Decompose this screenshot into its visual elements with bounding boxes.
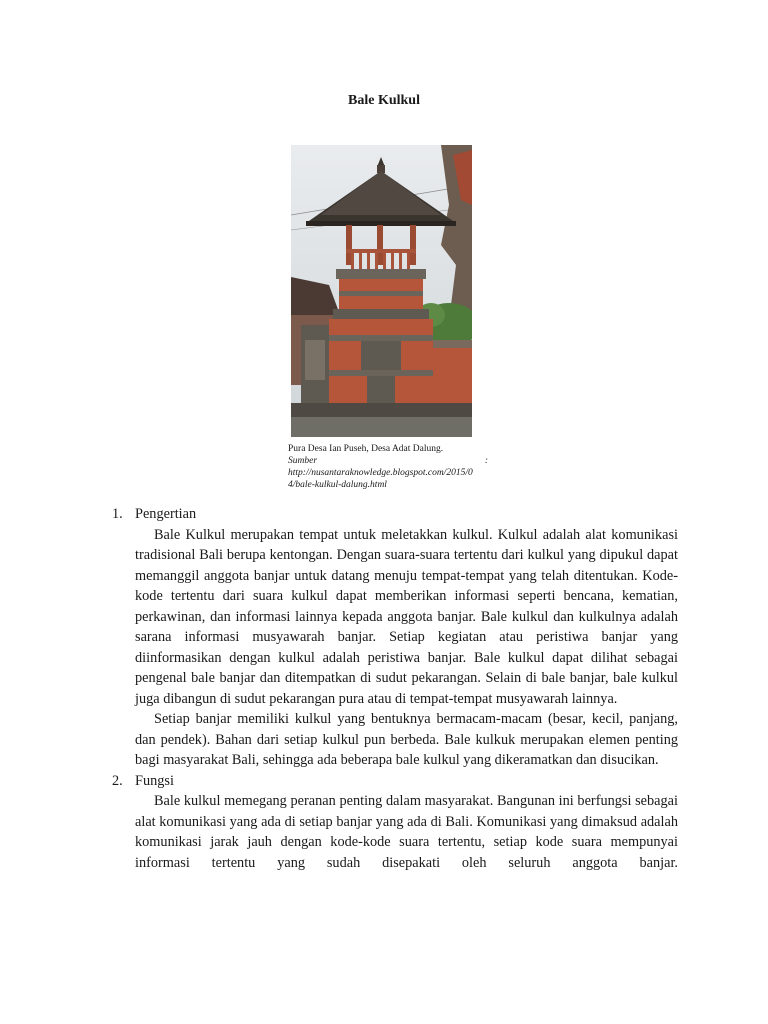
section-heading-pengertian <box>112 504 678 525</box>
section-number: 2. <box>112 772 123 789</box>
source-label: Sumber <box>288 456 318 466</box>
bale-kulkul-photo <box>291 145 472 437</box>
source-colon: : <box>484 456 488 466</box>
paragraph: Bale Kulkul merupakan tempat untuk meletakkan kulkul. Kulkul adalah alat komunikasi tradisional Bali berupa kentongan. Dengan suara-suara tertentu dari kulkul yang dipukul dapat memanggil anggota banjar untuk datang menuju tempat-tempat yang telah ditentukan. Kode-kode tertentu dari suara kulkul dapat memberikan informasi seperti bencana, kematian, perkawinan, dan informasi lainnya kepada anggota banjar. Bale kulkul dan kulkulnya adalah sarana informasi musyawarah banjar. Setiap kegiatan atau peristiwa banjar yang diinformasikan dengan kulkul adalah peristiwa banjar. Bale kulkul dapat dilihat sebagai pengenal bale banjar dan ditempatkan di sudut pekarangan. Selain di bale banjar, bale kulkul juga dibangun di sudut pekarangan pura atau di tempat-tempat musyawarah lainnya. <box>135 526 678 707</box>
figure-caption <box>288 443 488 491</box>
document-body <box>112 504 678 873</box>
paragraph: Setiap banjar memiliki kulkul yang bentuknya bermacam-macam (besar, kecil, panjang, dan pendek). Bahan dari setiap kulkul pun berbeda. Bale kulkuk merupakan elemen penting bagi masyarakat Bali, sehingga ada beberapa bale kulkul yang dikeramatkan dan disucikan. <box>135 711 678 768</box>
source-row <box>288 455 488 467</box>
section-title: Pengertian <box>135 506 197 522</box>
section-heading-fungsi <box>112 771 678 792</box>
source-url-line-2: 4/bale-kulkul-dalung.html <box>288 480 387 490</box>
caption-text: Pura Desa Ian Puseh, Desa Adat Dalung. <box>288 444 444 454</box>
paragraph: Bale kulkul memegang peranan penting dalam masyarakat. Bangunan ini berfungsi sebagai alat komunikasi yang ada di setiap banjar yang ada di Bali. Komunikasi yang dimaksud adalah komunikasi jarak jauh dengan kode-kode suara tertentu, setiap kode suara mempunyai informasi tertentu yang sudah disepakati oleh seluruh anggota banjar. <box>135 793 678 871</box>
page-title: Bale Kulkul <box>348 93 420 108</box>
section-title: Fungsi <box>135 772 174 789</box>
section-number: 1. <box>112 506 123 522</box>
source-url-line-1: http://nusantaraknowledge.blogspot.com/2015/0 <box>288 468 473 478</box>
